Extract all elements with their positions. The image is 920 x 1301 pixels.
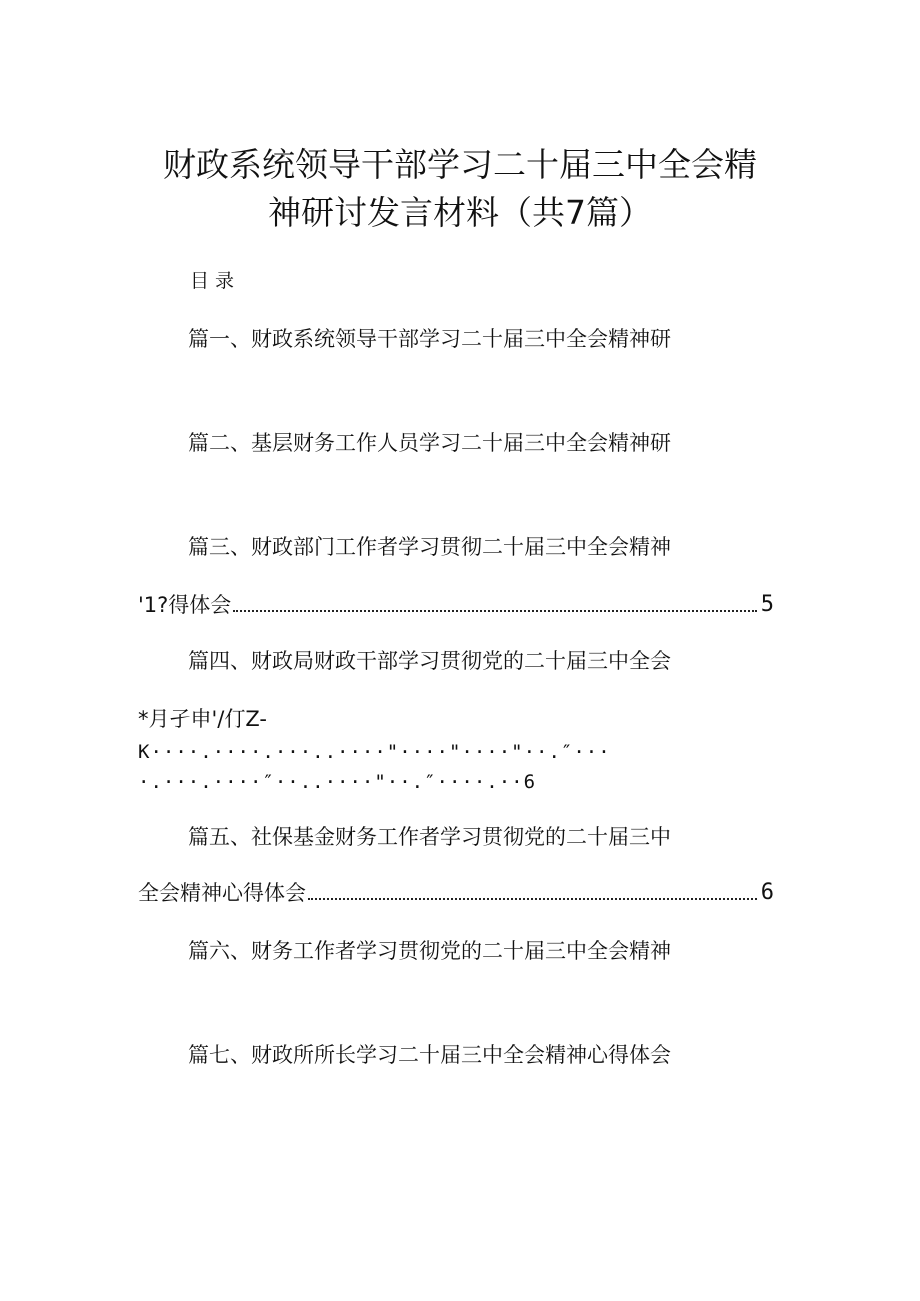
toc-entry-1[interactable]: 篇一、财政系统领导干部学习二十届三中全会精神研 <box>188 327 671 351</box>
toc-entry-6[interactable]: 篇六、财务工作者学习贯彻党的二十届三中全会精神 <box>188 939 671 963</box>
toc-entry-4-garbled-line-3: ·.···.····″··..····"··.″····.··6 <box>138 771 537 793</box>
toc-entry-4-garbled-line-1: *月孑申'/仃Z- <box>138 707 267 731</box>
dot-leader <box>308 898 757 900</box>
toc-entry-5-continuation[interactable] <box>138 878 774 908</box>
document-title-line-2: 神研讨发言材料（共7篇） <box>268 193 652 232</box>
toc-entry-3-page: 5 <box>760 592 774 617</box>
dot-leader <box>233 610 756 612</box>
toc-entry-5-continuation-text: 全会精神心得体会 <box>138 881 306 905</box>
toc-entry-3-continuation-text: '1?得体会 <box>138 593 232 617</box>
toc-heading: 目录 <box>190 270 241 292</box>
toc-entry-5[interactable]: 篇五、社保基金财务工作者学习贯彻党的二十届三中 <box>188 825 671 849</box>
toc-entry-4[interactable]: 篇四、财政局财政干部学习贯彻党的二十届三中全会 <box>188 649 671 673</box>
toc-entry-5-page: 6 <box>760 880 774 905</box>
document-title-line-1: 财政系统领导干部学习二十届三中全会精 <box>163 145 757 184</box>
toc-entry-7[interactable]: 篇七、财政所所长学习二十届三中全会精神心得体会 <box>188 1043 671 1067</box>
toc-entry-2[interactable]: 篇二、基层财务工作人员学习二十届三中全会精神研 <box>188 431 671 455</box>
toc-entry-3[interactable]: 篇三、财政部门工作者学习贯彻二十届三中全会精神 <box>188 535 671 559</box>
toc-entry-4-garbled-line-2: K····.····.···..····"····"····"··.″··· <box>138 741 611 763</box>
toc-entry-3-continuation[interactable] <box>138 590 774 620</box>
